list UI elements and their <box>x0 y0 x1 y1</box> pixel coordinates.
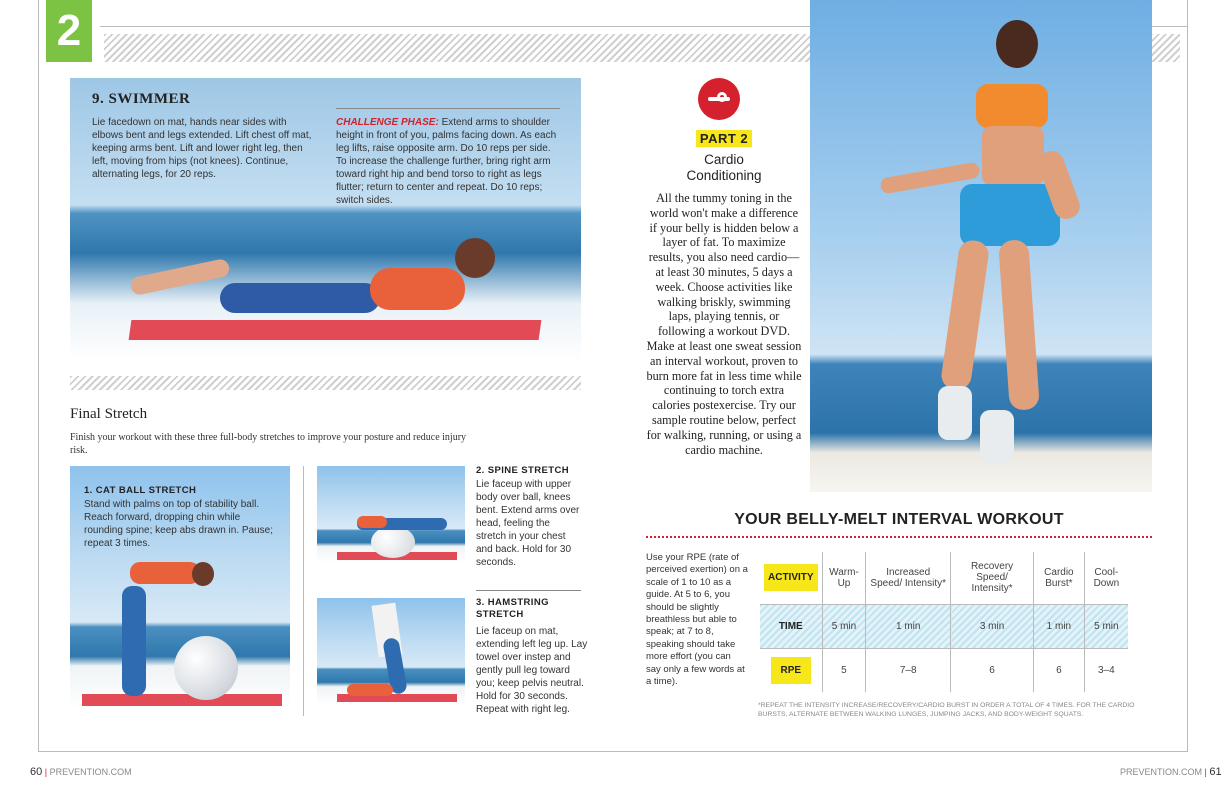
rpe-col-4: 6 <box>1034 648 1085 692</box>
swimmer-torso <box>370 268 465 310</box>
left-site: PREVENTION.COM <box>49 767 132 777</box>
part2-title-line2: Conditioning <box>686 168 762 183</box>
rpe-row <box>760 648 1128 692</box>
challenge-label: CHALLENGE PHASE: <box>336 117 439 128</box>
activity-label-cell <box>760 552 822 604</box>
rpe-col-2: 7–8 <box>866 648 951 692</box>
activity-row <box>760 552 1128 604</box>
cat-ball-title: 1. CAT BALL STRETCH <box>84 485 197 496</box>
swimmer-head <box>455 238 495 278</box>
rpe-label-cell <box>760 648 822 692</box>
challenge-block <box>336 116 560 207</box>
hamstring-torso <box>347 684 393 696</box>
challenge-text: Extend arms to shoulder height in front of you, palms facing down. As each leg lifts, raise opposite arm. Do 10 reps per side. To increase the challenge further, bring right arm toward right hip and bend torso to right as legs flutter; return to center and repeat. Do 10 reps; switch sides. <box>336 117 557 206</box>
rpe-col-5: 3–4 <box>1098 664 1115 676</box>
jump-rope-photo <box>810 0 1152 492</box>
time-col-5: 5 min <box>1084 604 1128 648</box>
spine-ball <box>371 526 415 558</box>
activity-col-4: Cardio Burst* <box>1034 552 1085 604</box>
stability-ball <box>174 636 238 700</box>
challenge-rule <box>336 108 560 109</box>
footer-left: 60 | PREVENTION.COM <box>30 766 132 778</box>
hamstring-photo <box>317 598 465 706</box>
jumper-top <box>976 84 1048 128</box>
spine-text: Lie faceup with upper body over ball, knees bent. Extend arms over head, feeling the stretch in your chest and back. Hold for 30 seconds. <box>476 479 580 568</box>
jumper-shoe-right <box>980 410 1014 464</box>
part2-badge: PART 2 <box>696 130 752 147</box>
cat-ball-legs <box>122 586 146 696</box>
workout-title-rule <box>646 536 1152 538</box>
spine-rule <box>476 590 581 591</box>
time-col-3: 3 min <box>951 604 1034 648</box>
workout-footnote: *REPEAT THE INTENSITY INCREASE/RECOVERY/CARDIO BURST IN ORDER A TOTAL OF 4 TIMES. FOR THE CARDIO BURSTS, ALTERNATE BETWEEN WALKING LUNGES, JUMPING JACKS, AND BODY-WEIGHT SQUATS. <box>758 702 1135 718</box>
jumper-leg-left <box>940 239 991 392</box>
section-number-badge: 2 <box>46 0 92 62</box>
time-col-2: 1 min <box>866 604 951 648</box>
right-page-number: 61 <box>1209 766 1222 778</box>
activity-col-3: Recovery Speed/ Intensity* <box>951 552 1034 604</box>
time-label: TIME <box>760 604 822 648</box>
cat-ball-torso <box>130 562 200 584</box>
swimmer-instructions: Lie facedown on mat, hands near sides with elbows bent and legs extended. Lift chest off mat, keeping arms bent. Lift and lower right leg, then left, moving from hips (not knees). Continue, alternating legs, for 20 reps. <box>92 117 312 180</box>
cat-ball-mat <box>82 694 282 706</box>
final-stretch-title: Final Stretch <box>70 406 148 422</box>
activity-label: ACTIVITY <box>764 564 818 591</box>
swimmer-title: 9. SWIMMER <box>92 91 191 107</box>
rpe-col-3: 6 <box>951 648 1034 692</box>
hamstring-text: Lie faceup on mat, extending left leg up. Lay towel over instep and gently pull leg toward you; keep pelvis neutral. Hold for 30 seconds. Repeat with right leg. <box>476 626 588 715</box>
right-site: PREVENTION.COM <box>1120 767 1203 777</box>
jumper-leg-right <box>998 239 1040 411</box>
time-row <box>760 604 1128 648</box>
cardio-icon <box>698 78 740 120</box>
part2-title-line1: Cardio <box>704 152 744 167</box>
workout-title: YOUR BELLY-MELT INTERVAL WORKOUT <box>734 511 1064 528</box>
spine-torso <box>357 516 387 528</box>
activity-col-5: Cool-Down <box>1093 566 1120 589</box>
section-hatch-divider <box>70 376 581 390</box>
spine-photo <box>317 466 465 564</box>
activity-col-1: Warm-Up <box>822 552 866 604</box>
cat-ball-head <box>192 562 214 586</box>
swimmer-mat <box>129 320 542 340</box>
footer-right: PREVENTION.COM | 61 <box>1120 766 1222 778</box>
stretch-column-rule <box>303 466 304 716</box>
part2-body: All the tummy toning in the world won't make a difference if your belly is hidden below a layer of fat. To maximize results, you also need cardio—at least 30 minutes, 5 days a week. Choose activities like walking briskly, swimming laps, playing tennis, or following a workout DVD. Make at least one sweat session an interval workout, proven to burn more fat in less time while continuing to torch extra calories postexercise. Try our sample routine below, perfect for walking, running, or using a cardio machine. <box>646 191 802 457</box>
spine-title: 2. SPINE STRETCH <box>476 465 569 476</box>
rpe-col-1: 5 <box>822 648 866 692</box>
hamstring-title: 3. HAMSTRING STRETCH <box>476 597 549 620</box>
activity-col-2: Increased Speed/ Intensity* <box>866 552 951 604</box>
interval-table <box>760 552 1128 692</box>
jumper-shoe-left <box>938 386 972 440</box>
final-stretch-intro: Finish your workout with these three full-body stretches to improve your posture and reduce injury risk. <box>70 432 467 456</box>
rpe-note: Use your RPE (rate of perceived exertion) on a scale of 1 to 10 as a guide. At 5 to 6, you should be slightly breathless but able to speak; at 7 to 8, speaking should take more effort (you can say only a few words at a time). <box>646 552 748 688</box>
rpe-label: RPE <box>771 657 812 684</box>
time-col-1: 5 min <box>822 604 866 648</box>
cat-ball-text: Stand with palms on top of stability ball. Reach forward, dropping chin while rounding spine; keep abs drawn in. Pause; repeat 3 times. <box>84 499 274 549</box>
swimmer-feet <box>129 258 231 296</box>
part2-title <box>660 152 788 184</box>
part2-badge-wrap <box>690 130 758 148</box>
jumper-torso <box>982 126 1044 186</box>
left-page-number: 60 <box>30 766 43 778</box>
jumper-head <box>996 20 1038 68</box>
time-col-4: 1 min <box>1034 604 1085 648</box>
swimmer-legs <box>220 283 380 313</box>
cardio-icon-dot <box>717 92 727 102</box>
jumper-shorts <box>960 184 1060 246</box>
